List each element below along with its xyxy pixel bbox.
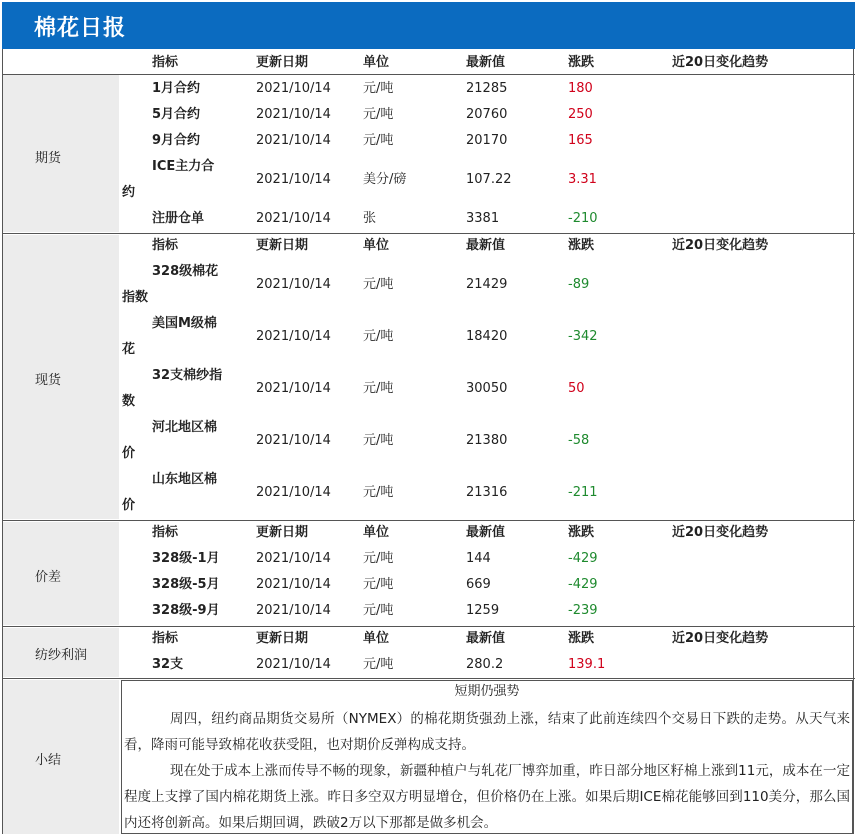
header-indicator: 指标 xyxy=(152,55,179,70)
header-latest: 最新值 xyxy=(466,525,506,540)
header-unit: 单位 xyxy=(363,55,390,70)
row-date: 2021/10/14 xyxy=(256,107,331,122)
report-title-bar xyxy=(2,2,855,49)
divider xyxy=(2,74,855,75)
row-name-line1: 328级棉花 xyxy=(152,264,219,279)
row-value: 1259 xyxy=(466,603,500,618)
header-change: 涨跌 xyxy=(568,631,595,646)
divider xyxy=(2,678,855,679)
row-value: 144 xyxy=(466,551,491,566)
row-name-line1: 河北地区棉 xyxy=(152,420,218,435)
category-spot xyxy=(3,235,119,519)
category-futures xyxy=(3,75,119,232)
row-unit: 元/吨 xyxy=(363,551,394,566)
header-trend: 近20日变化趋势 xyxy=(672,631,769,646)
header-change: 涨跌 xyxy=(568,525,595,540)
row-date: 2021/10/14 xyxy=(256,329,331,344)
row-value: 21285 xyxy=(466,81,508,96)
row-name-line2: 价 xyxy=(122,446,136,461)
header-date: 更新日期 xyxy=(256,238,309,253)
header-indicator: 指标 xyxy=(152,525,179,540)
row-name: 1月合约 xyxy=(152,81,201,96)
row-date: 2021/10/14 xyxy=(256,81,331,96)
category-label-futures: 期货 xyxy=(35,151,62,166)
row-name-line1: 32支棉纱指 xyxy=(152,368,223,383)
header-latest: 最新值 xyxy=(466,55,506,70)
row-change: 139.1 xyxy=(568,657,606,672)
header-trend: 近20日变化趋势 xyxy=(672,238,769,253)
category-spread xyxy=(3,522,119,625)
row-value: 21380 xyxy=(466,433,508,448)
header-indicator: 指标 xyxy=(152,631,179,646)
row-name: 328级-9月 xyxy=(152,603,220,618)
row-change: -89 xyxy=(568,277,590,292)
row-name-line2: 约 xyxy=(122,185,136,200)
row-unit: 元/吨 xyxy=(363,381,394,396)
divider xyxy=(2,233,855,234)
row-unit: 元/吨 xyxy=(363,485,394,500)
row-value: 280.2 xyxy=(466,657,504,672)
row-name: 9月合约 xyxy=(152,133,201,148)
row-value: 669 xyxy=(466,577,491,592)
row-name-line2: 数 xyxy=(122,394,136,409)
row-value: 20760 xyxy=(466,107,508,122)
summary-paragraph-1: 周四，纽约商品期货交易所（NYMEX）的棉花期货强劲上涨，结束了此前连续四个交易日下跌的走势。从天气来看，降雨可能导致棉花收获受阻，也对期价反弹构成支持。 xyxy=(124,711,850,753)
row-unit: 元/吨 xyxy=(363,133,394,148)
row-date: 2021/10/14 xyxy=(256,133,331,148)
divider xyxy=(2,49,3,834)
row-name: 32支 xyxy=(152,657,184,672)
row-change: -210 xyxy=(568,211,598,226)
row-value: 21316 xyxy=(466,485,508,500)
row-unit: 元/吨 xyxy=(363,433,394,448)
header-latest: 最新值 xyxy=(466,238,506,253)
row-date: 2021/10/14 xyxy=(256,172,331,187)
row-date: 2021/10/14 xyxy=(256,577,331,592)
row-value: 3381 xyxy=(466,211,500,226)
header-unit: 单位 xyxy=(363,238,390,253)
row-change: -239 xyxy=(568,603,598,618)
header-unit: 单位 xyxy=(363,631,390,646)
header-indicator: 指标 xyxy=(152,238,179,253)
row-unit: 元/吨 xyxy=(363,107,394,122)
header-change: 涨跌 xyxy=(568,238,595,253)
row-unit: 元/吨 xyxy=(363,657,394,672)
row-unit: 元/吨 xyxy=(363,603,394,618)
row-date: 2021/10/14 xyxy=(256,433,331,448)
header-latest: 最新值 xyxy=(466,631,506,646)
report-title: 棉花日报 xyxy=(34,16,127,41)
row-date: 2021/10/14 xyxy=(256,381,331,396)
header-date: 更新日期 xyxy=(256,55,309,70)
header-unit: 单位 xyxy=(363,525,390,540)
row-change: -429 xyxy=(568,551,598,566)
category-label-summary: 小结 xyxy=(35,753,62,768)
category-label-spread: 价差 xyxy=(35,570,62,585)
row-date: 2021/10/14 xyxy=(256,657,331,672)
row-name: 注册仓单 xyxy=(152,211,205,226)
header-trend: 近20日变化趋势 xyxy=(672,55,769,70)
row-value: 18420 xyxy=(466,329,508,344)
category-profit xyxy=(3,628,119,677)
row-change: -58 xyxy=(568,433,590,448)
row-date: 2021/10/14 xyxy=(256,211,331,226)
row-change: 250 xyxy=(568,107,593,122)
row-change: -429 xyxy=(568,577,598,592)
row-value: 21429 xyxy=(466,277,508,292)
row-unit: 美分/磅 xyxy=(363,172,407,187)
summary-paragraph-2: 现在处于成本上涨而传导不畅的现象，新疆种植户与轧花厂博弈加重，昨日部分地区籽棉上涨到11元，成本在一定程度上支撑了国内棉花期货上涨。昨日多空双方明显增仓，但价格仍在上涨。如果后期ICE棉花能够回到110美分，那么国内还将创新高。如果后期回调，跌破2万以下那都是做多机会。 xyxy=(124,763,850,831)
row-name: 5月合约 xyxy=(152,107,201,122)
row-name: 328级-1月 xyxy=(152,551,220,566)
summary-heading: 短期仍强势 xyxy=(454,684,520,699)
row-change: 180 xyxy=(568,81,593,96)
row-change: 165 xyxy=(568,133,593,148)
divider xyxy=(853,49,854,834)
row-unit: 元/吨 xyxy=(363,277,394,292)
row-unit: 元/吨 xyxy=(363,329,394,344)
row-value: 20170 xyxy=(466,133,508,148)
category-summary xyxy=(3,680,119,834)
row-unit: 张 xyxy=(363,211,377,226)
row-value: 107.22 xyxy=(466,172,512,187)
header-change: 涨跌 xyxy=(568,55,595,70)
row-date: 2021/10/14 xyxy=(256,485,331,500)
row-date: 2021/10/14 xyxy=(256,551,331,566)
row-name-line2: 价 xyxy=(122,498,136,513)
row-change: 50 xyxy=(568,381,585,396)
row-name-line1: 美国M级棉 xyxy=(152,316,217,331)
divider xyxy=(2,626,855,627)
header-date: 更新日期 xyxy=(256,525,309,540)
row-name-line2: 花 xyxy=(122,342,136,357)
row-value: 30050 xyxy=(466,381,508,396)
row-name-line1: 山东地区棉 xyxy=(152,472,218,487)
row-change: -211 xyxy=(568,485,598,500)
header-trend: 近20日变化趋势 xyxy=(672,525,769,540)
header-date: 更新日期 xyxy=(256,631,309,646)
row-date: 2021/10/14 xyxy=(256,603,331,618)
row-name-line2: 指数 xyxy=(122,290,149,305)
row-name-line1: ICE主力合 xyxy=(152,159,215,174)
category-label-profit: 纺纱利润 xyxy=(35,648,88,663)
row-change: -342 xyxy=(568,329,598,344)
row-name: 328级-5月 xyxy=(152,577,220,592)
divider xyxy=(2,520,855,521)
row-change: 3.31 xyxy=(568,172,597,187)
row-date: 2021/10/14 xyxy=(256,277,331,292)
row-unit: 元/吨 xyxy=(363,577,394,592)
row-unit: 元/吨 xyxy=(363,81,394,96)
category-label-spot: 现货 xyxy=(35,373,62,388)
